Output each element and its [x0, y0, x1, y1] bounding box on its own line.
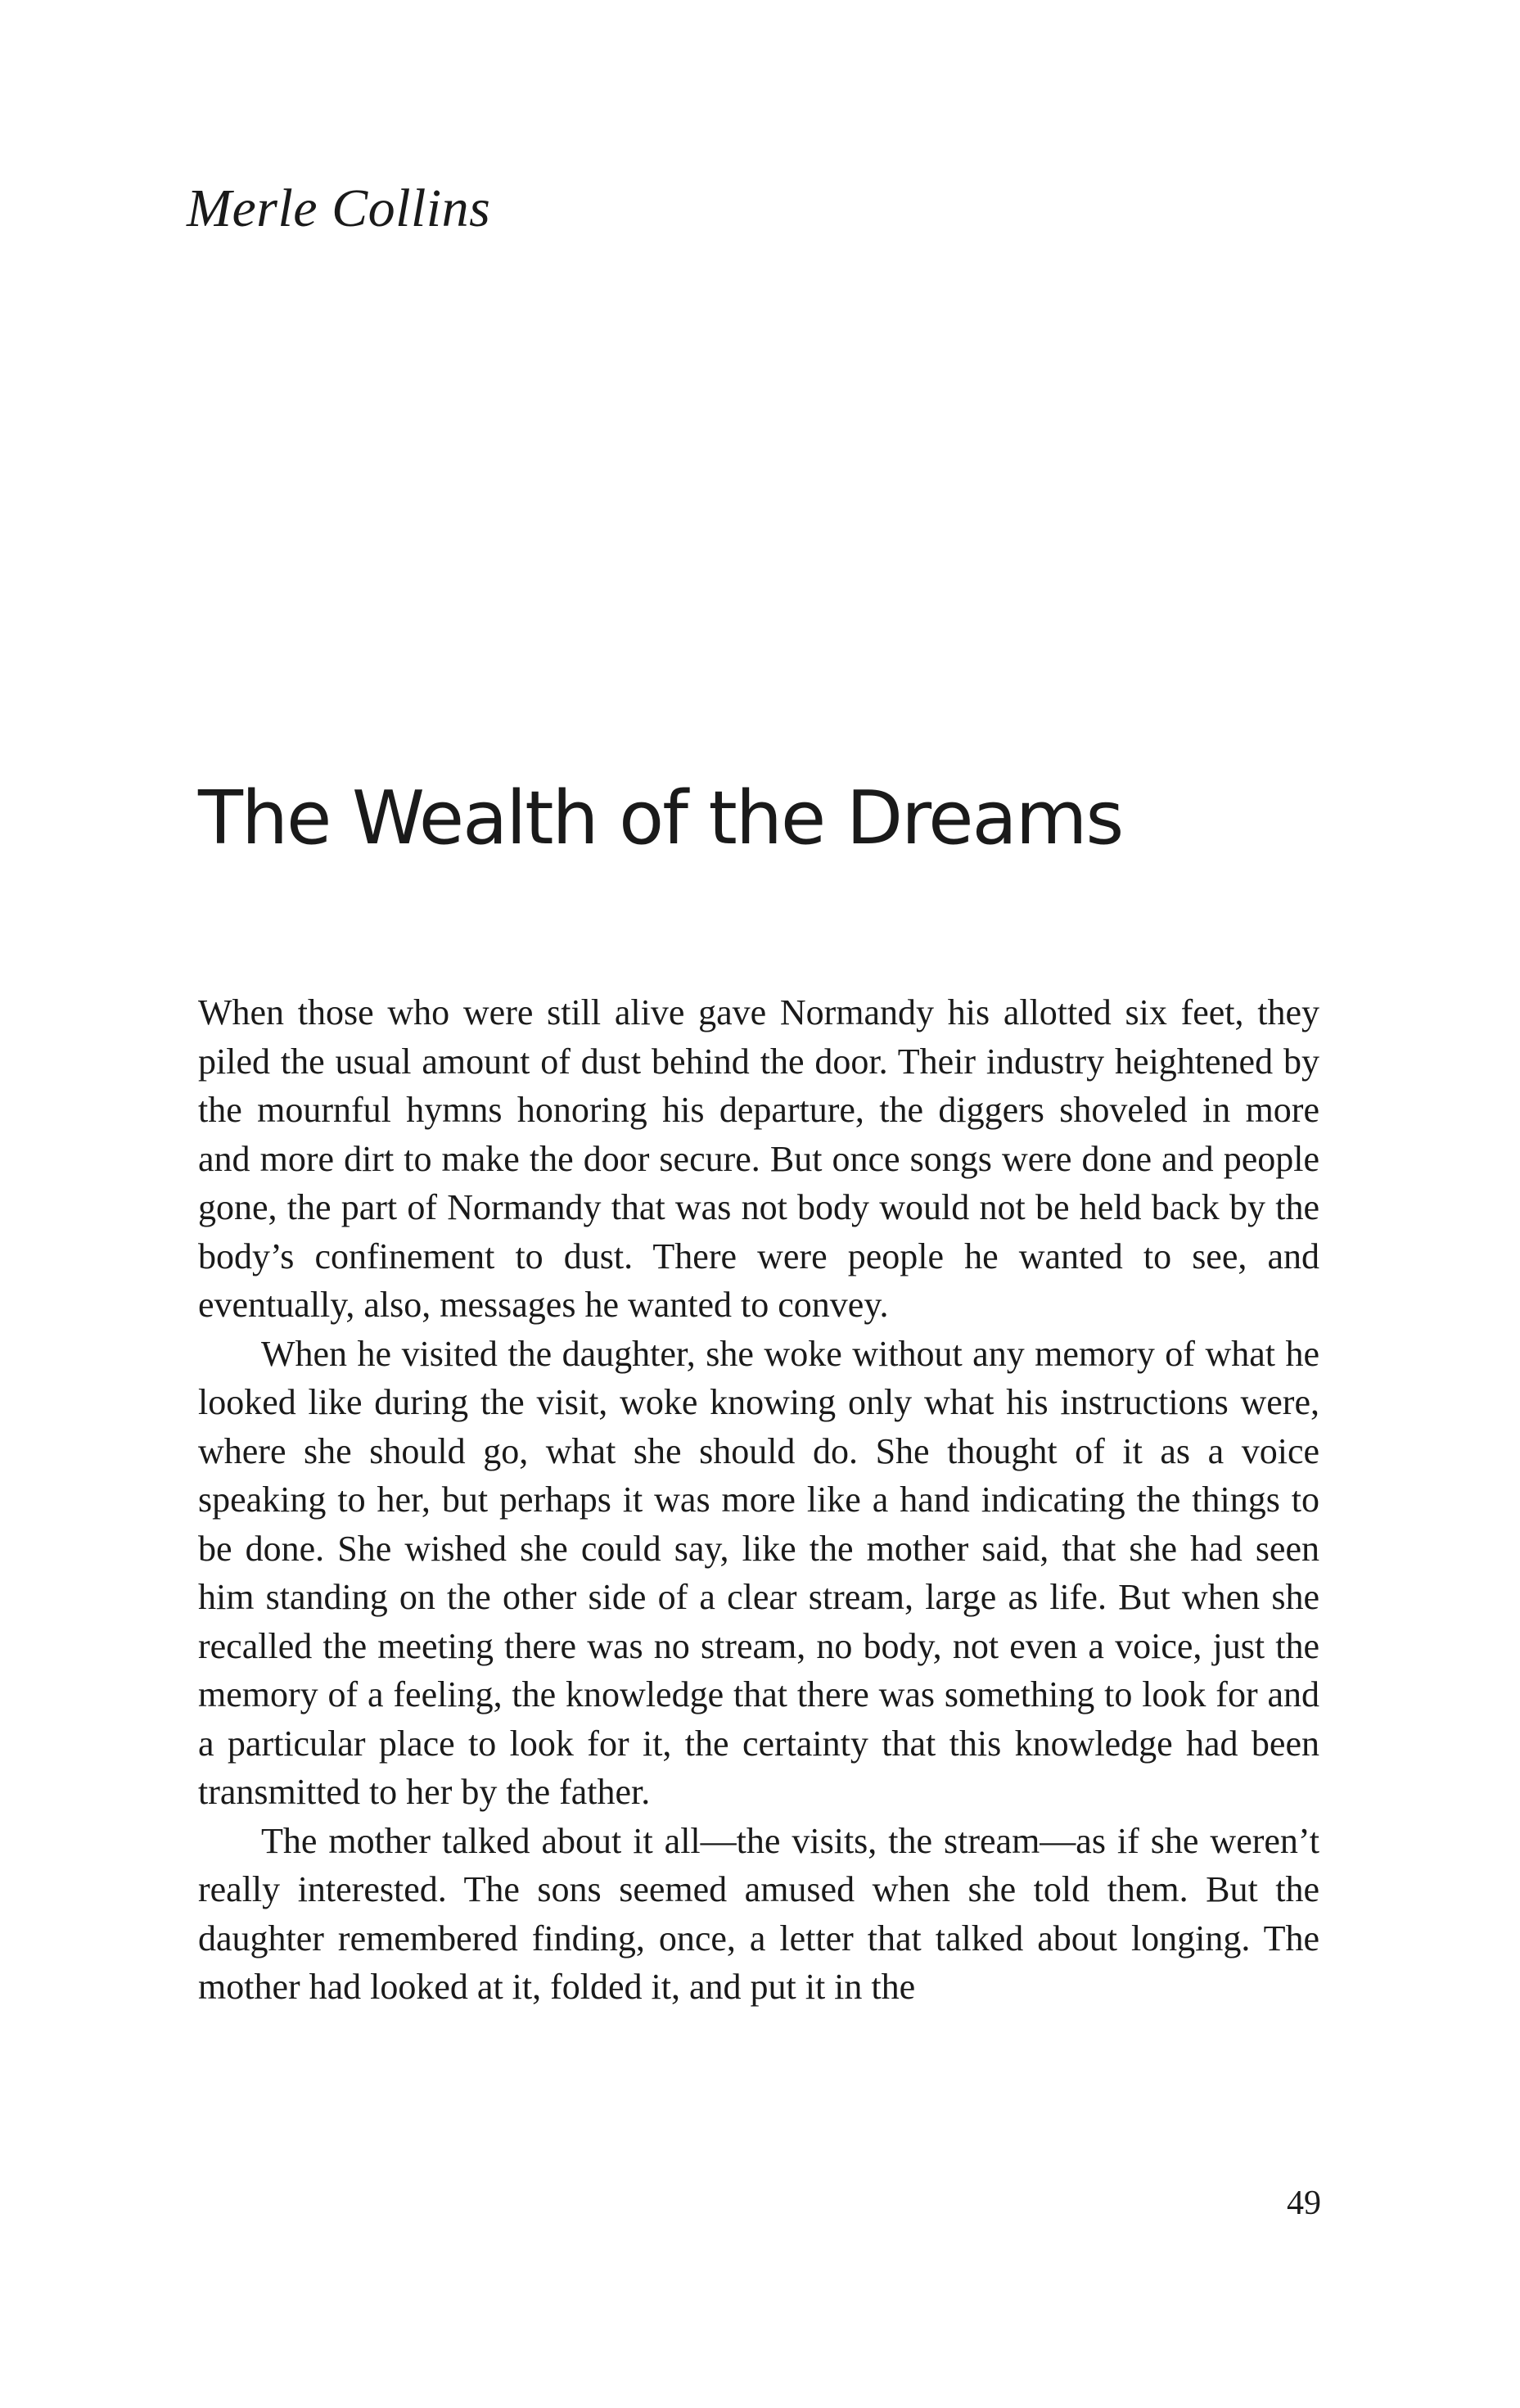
- author-name: Merle Collins: [187, 178, 491, 238]
- story-title: The Wealth of the Dreams: [198, 775, 1123, 861]
- paragraph: When he visited the daughter, she woke without any memory of what he looked like during the visit, woke knowing only what his instructions were, where she should go, what she should do. She thought of it as a voice speaking to her, but perhaps it was more like a hand indicating the things to be done. She wished she could say, like the mother said, that she had seen him standing on the other side of a clear stream, large as life. But when she recalled the meeting there was no stream, no body, not even a voice, just the memory of a feeling, the knowledge that there was something to look for and a particular place to look for it, the certainty that this knowledge had been transmitted to her by the father.: [198, 1333, 1319, 1812]
- page-number: 49: [1287, 2184, 1321, 2222]
- story-body: [198, 988, 1319, 2012]
- paragraph: When those who were still alive gave Normandy his allotted six feet, they piled the usual amount of dust behind the door. Their industry heightened by the mournful hymns honoring his departure, the diggers shoveled in more and more dirt to make the door secure. But once songs were done and people gone, the part of Normandy that was not body would not be held back by the body’s confinement to dust. There were people he wanted to see, and eventually, also, messages he wanted to convey.: [198, 992, 1319, 1325]
- paragraph: The mother talked about it all—the visits, the stream—as if she weren’t really interested. The sons seemed amused when she told them. But the daughter remembered finding, once, a letter that talked about longing. The mother had looked at it, folded it, and put it in the: [198, 1820, 1319, 2007]
